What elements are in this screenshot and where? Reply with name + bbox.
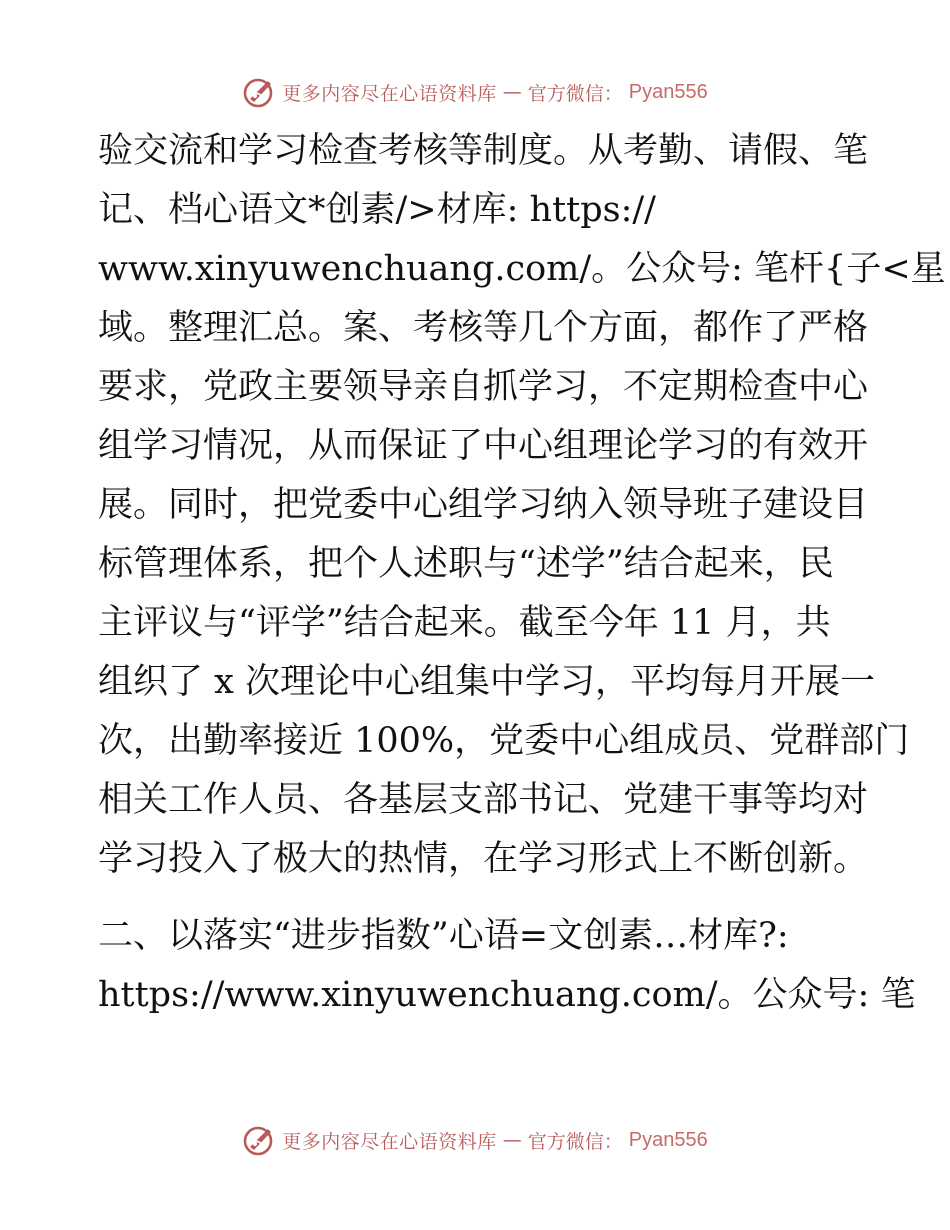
banner-separator: — [502,81,522,103]
header-banner [0,72,950,112]
banner-brand-text: 更多内容尽在心语资料库 [282,1130,497,1153]
text-line: 主评议与“评学”结合起来。截至今年 11 月，共 [98,603,831,643]
text-line: 标管理体系，把个人述职与“述学”结合起来，民 [98,544,834,584]
text-line: 组织了 x 次理论中心组集中学习，平均每月开展一 [98,662,875,702]
text-line: https://www.xinyuwenchuang.com/。公众号: 笔 [98,975,916,1015]
paragraph-1 [98,122,946,889]
text-line: 展。同时，把党委中心组学习纳入领导班子建设目 [98,485,869,525]
footer-banner [0,1120,950,1160]
banner-brand-text: 更多内容尽在心语资料库 [282,82,497,105]
text-line: 记、档心语文*创素/>材库: https:// [98,190,656,230]
text-line: 域。整理汇总。案、考核等几个方面，都作了严格 [98,308,869,348]
text-line: 学习投入了极大的热情，在学习形式上不断创新。 [98,839,869,879]
section-heading-line: 二、以落实“进步指数”心语=文创素…材库?: [98,916,789,956]
banner-separator: — [502,1129,522,1151]
text-line: 相关工作人员、各基层支部书记、党建干事等均对 [98,780,869,820]
banner-wechat-id: Pyan556 [628,1128,708,1151]
paragraph-spacer [98,889,858,907]
paragraph-2 [98,907,916,1025]
banner-wechat-id: Pyan556 [628,80,708,103]
quill-logo-icon [242,1123,276,1157]
banner-wechat-label: 官方微信： [527,82,623,105]
banner-content [242,1123,708,1157]
text-line: 要求，党政主要领导亲自抓学习，不定期检查中心 [98,367,869,407]
text-line: 验交流和学习检查考核等制度。从考勤、请假、笔 [98,131,869,171]
banner-content [242,75,708,109]
text-line: 组学习情况，从而保证了中心组理论学习的有效开 [98,426,869,466]
document-body [98,122,946,1025]
text-line: www.xinyuwenchuang.com/。公众号: 笔杆{子<星 [98,249,946,289]
quill-logo-icon [242,75,276,109]
banner-wechat-label: 官方微信： [527,1130,623,1153]
text-line: 次，出勤率接近 100%，党委中心组成员、党群部门 [98,721,910,761]
